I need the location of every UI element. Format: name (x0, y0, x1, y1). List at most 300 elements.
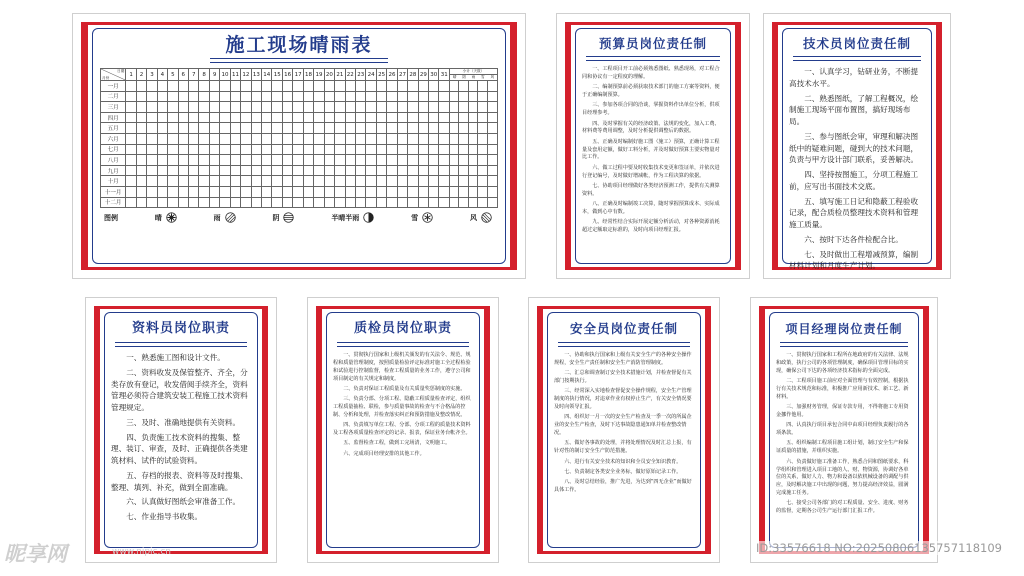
weather-cell[interactable] (251, 197, 261, 208)
weather-cell[interactable] (136, 155, 146, 166)
weather-cell[interactable] (262, 144, 272, 155)
weather-cell[interactable] (408, 155, 418, 166)
weather-cell[interactable] (293, 91, 303, 102)
weather-cell[interactable] (136, 81, 146, 92)
weather-cell[interactable] (387, 133, 397, 144)
weather-cell[interactable] (324, 81, 334, 92)
weather-cell[interactable] (335, 186, 345, 197)
weather-cell[interactable] (355, 155, 365, 166)
weather-cell[interactable] (303, 144, 313, 155)
weather-cell[interactable] (157, 186, 167, 197)
weather-cell[interactable] (209, 176, 219, 187)
weather-cell[interactable] (272, 144, 282, 155)
weather-cell[interactable] (439, 197, 449, 208)
weather-cell[interactable] (355, 176, 365, 187)
weather-cell[interactable] (209, 155, 219, 166)
weather-cell[interactable] (230, 186, 240, 197)
weather-cell[interactable] (429, 91, 439, 102)
weather-cell[interactable] (157, 197, 167, 208)
weather-cell[interactable] (126, 144, 136, 155)
weather-cell[interactable] (387, 91, 397, 102)
weather-cell[interactable] (147, 112, 157, 123)
weather-cell[interactable] (126, 133, 136, 144)
weather-cell[interactable] (335, 91, 345, 102)
weather-cell[interactable] (468, 186, 478, 197)
weather-cell[interactable] (408, 112, 418, 123)
weather-cell[interactable] (429, 81, 439, 92)
weather-cell[interactable] (418, 197, 428, 208)
weather-cell[interactable] (459, 112, 469, 123)
weather-cell[interactable] (303, 197, 313, 208)
weather-cell[interactable] (397, 133, 407, 144)
weather-cell[interactable] (459, 91, 469, 102)
weather-cell[interactable] (439, 133, 449, 144)
weather-cell[interactable] (459, 123, 469, 134)
weather-cell[interactable] (262, 133, 272, 144)
weather-cell[interactable] (387, 186, 397, 197)
weather-cell[interactable] (355, 102, 365, 113)
weather-cell[interactable] (478, 197, 488, 208)
weather-cell[interactable] (272, 112, 282, 123)
weather-cell[interactable] (335, 112, 345, 123)
weather-cell[interactable] (468, 81, 478, 92)
weather-cell[interactable] (429, 123, 439, 134)
weather-cell[interactable] (468, 155, 478, 166)
weather-cell[interactable] (293, 112, 303, 123)
weather-cell[interactable] (241, 112, 251, 123)
weather-cell[interactable] (251, 123, 261, 134)
weather-cell[interactable] (282, 102, 292, 113)
weather-cell[interactable] (157, 102, 167, 113)
weather-cell[interactable] (324, 197, 334, 208)
weather-cell[interactable] (478, 176, 488, 187)
weather-cell[interactable] (376, 186, 386, 197)
weather-cell[interactable] (282, 133, 292, 144)
weather-cell[interactable] (449, 81, 459, 92)
weather-cell[interactable] (478, 155, 488, 166)
weather-cell[interactable] (262, 123, 272, 134)
weather-cell[interactable] (220, 186, 230, 197)
weather-cell[interactable] (429, 176, 439, 187)
weather-cell[interactable] (345, 165, 355, 176)
weather-cell[interactable] (126, 197, 136, 208)
weather-cell[interactable] (335, 123, 345, 134)
weather-cell[interactable] (303, 112, 313, 123)
weather-cell[interactable] (408, 165, 418, 176)
weather-cell[interactable] (262, 81, 272, 92)
weather-cell[interactable] (459, 186, 469, 197)
weather-cell[interactable] (478, 133, 488, 144)
weather-cell[interactable] (188, 112, 198, 123)
weather-cell[interactable] (345, 144, 355, 155)
weather-cell[interactable] (387, 81, 397, 92)
weather-cell[interactable] (324, 165, 334, 176)
weather-cell[interactable] (397, 123, 407, 134)
weather-cell[interactable] (157, 112, 167, 123)
weather-cell[interactable] (429, 197, 439, 208)
weather-cell[interactable] (324, 112, 334, 123)
weather-cell[interactable] (397, 81, 407, 92)
weather-cell[interactable] (303, 155, 313, 166)
weather-cell[interactable] (147, 133, 157, 144)
weather-cell[interactable] (209, 165, 219, 176)
weather-cell[interactable] (168, 155, 178, 166)
weather-cell[interactable] (314, 123, 324, 134)
weather-cell[interactable] (178, 91, 188, 102)
weather-cell[interactable] (157, 81, 167, 92)
weather-cell[interactable] (376, 102, 386, 113)
weather-cell[interactable] (178, 123, 188, 134)
weather-cell[interactable] (439, 112, 449, 123)
weather-cell[interactable] (439, 123, 449, 134)
weather-cell[interactable] (335, 144, 345, 155)
weather-cell[interactable] (199, 165, 209, 176)
weather-cell[interactable] (387, 102, 397, 113)
weather-cell[interactable] (408, 176, 418, 187)
weather-cell[interactable] (314, 144, 324, 155)
weather-cell[interactable] (314, 176, 324, 187)
weather-cell[interactable] (262, 91, 272, 102)
weather-cell[interactable] (147, 176, 157, 187)
weather-cell[interactable] (147, 165, 157, 176)
weather-cell[interactable] (478, 186, 488, 197)
weather-cell[interactable] (209, 186, 219, 197)
weather-cell[interactable] (199, 144, 209, 155)
weather-cell[interactable] (303, 176, 313, 187)
weather-cell[interactable] (282, 144, 292, 155)
weather-cell[interactable] (418, 155, 428, 166)
weather-cell[interactable] (157, 176, 167, 187)
weather-cell[interactable] (487, 176, 497, 187)
weather-cell[interactable] (168, 176, 178, 187)
weather-cell[interactable] (199, 81, 209, 92)
weather-cell[interactable] (136, 197, 146, 208)
weather-cell[interactable] (220, 176, 230, 187)
weather-cell[interactable] (230, 155, 240, 166)
weather-cell[interactable] (324, 102, 334, 113)
weather-cell[interactable] (355, 186, 365, 197)
weather-cell[interactable] (449, 165, 459, 176)
weather-cell[interactable] (147, 144, 157, 155)
weather-cell[interactable] (335, 197, 345, 208)
weather-cell[interactable] (487, 155, 497, 166)
weather-cell[interactable] (188, 123, 198, 134)
weather-cell[interactable] (303, 123, 313, 134)
weather-cell[interactable] (314, 91, 324, 102)
weather-cell[interactable] (345, 197, 355, 208)
weather-cell[interactable] (157, 165, 167, 176)
weather-cell[interactable] (487, 133, 497, 144)
weather-cell[interactable] (449, 176, 459, 187)
weather-cell[interactable] (126, 165, 136, 176)
weather-cell[interactable] (126, 91, 136, 102)
weather-cell[interactable] (478, 81, 488, 92)
weather-cell[interactable] (136, 144, 146, 155)
weather-cell[interactable] (199, 176, 209, 187)
weather-cell[interactable] (439, 165, 449, 176)
weather-cell[interactable] (487, 112, 497, 123)
weather-cell[interactable] (282, 81, 292, 92)
weather-cell[interactable] (282, 197, 292, 208)
weather-cell[interactable] (335, 133, 345, 144)
weather-cell[interactable] (397, 176, 407, 187)
weather-cell[interactable] (355, 133, 365, 144)
weather-cell[interactable] (251, 155, 261, 166)
weather-cell[interactable] (459, 197, 469, 208)
weather-cell[interactable] (126, 81, 136, 92)
weather-cell[interactable] (345, 81, 355, 92)
weather-cell[interactable] (355, 81, 365, 92)
weather-cell[interactable] (335, 155, 345, 166)
weather-cell[interactable] (126, 123, 136, 134)
weather-cell[interactable] (408, 144, 418, 155)
weather-cell[interactable] (449, 197, 459, 208)
weather-cell[interactable] (418, 133, 428, 144)
weather-cell[interactable] (397, 197, 407, 208)
weather-cell[interactable] (199, 102, 209, 113)
weather-cell[interactable] (345, 102, 355, 113)
weather-cell[interactable] (355, 123, 365, 134)
weather-cell[interactable] (345, 112, 355, 123)
weather-cell[interactable] (293, 197, 303, 208)
weather-cell[interactable] (168, 91, 178, 102)
weather-cell[interactable] (262, 112, 272, 123)
weather-cell[interactable] (449, 91, 459, 102)
weather-cell[interactable] (220, 165, 230, 176)
weather-cell[interactable] (199, 197, 209, 208)
weather-cell[interactable] (272, 81, 282, 92)
weather-cell[interactable] (188, 197, 198, 208)
weather-cell[interactable] (397, 144, 407, 155)
weather-cell[interactable] (487, 144, 497, 155)
weather-cell[interactable] (188, 91, 198, 102)
weather-cell[interactable] (439, 186, 449, 197)
weather-cell[interactable] (314, 165, 324, 176)
weather-cell[interactable] (147, 155, 157, 166)
weather-cell[interactable] (345, 176, 355, 187)
weather-cell[interactable] (241, 176, 251, 187)
weather-cell[interactable] (397, 186, 407, 197)
weather-cell[interactable] (468, 91, 478, 102)
weather-cell[interactable] (314, 102, 324, 113)
weather-cell[interactable] (478, 112, 488, 123)
weather-cell[interactable] (230, 112, 240, 123)
weather-cell[interactable] (272, 133, 282, 144)
weather-cell[interactable] (387, 197, 397, 208)
weather-cell[interactable] (293, 165, 303, 176)
weather-cell[interactable] (199, 91, 209, 102)
weather-cell[interactable] (366, 91, 376, 102)
weather-cell[interactable] (387, 123, 397, 134)
weather-cell[interactable] (251, 91, 261, 102)
weather-cell[interactable] (487, 186, 497, 197)
weather-cell[interactable] (487, 123, 497, 134)
weather-cell[interactable] (262, 186, 272, 197)
weather-cell[interactable] (439, 91, 449, 102)
weather-cell[interactable] (376, 165, 386, 176)
weather-cell[interactable] (220, 102, 230, 113)
weather-cell[interactable] (220, 155, 230, 166)
weather-cell[interactable] (168, 165, 178, 176)
weather-cell[interactable] (188, 165, 198, 176)
weather-cell[interactable] (209, 123, 219, 134)
weather-cell[interactable] (376, 197, 386, 208)
weather-cell[interactable] (251, 144, 261, 155)
weather-cell[interactable] (178, 81, 188, 92)
weather-cell[interactable] (262, 155, 272, 166)
weather-cell[interactable] (230, 197, 240, 208)
weather-cell[interactable] (178, 165, 188, 176)
weather-cell[interactable] (293, 102, 303, 113)
weather-cell[interactable] (324, 144, 334, 155)
weather-cell[interactable] (220, 91, 230, 102)
weather-cell[interactable] (293, 81, 303, 92)
weather-cell[interactable] (136, 133, 146, 144)
weather-cell[interactable] (230, 91, 240, 102)
weather-cell[interactable] (272, 186, 282, 197)
weather-cell[interactable] (188, 186, 198, 197)
weather-cell[interactable] (459, 133, 469, 144)
weather-cell[interactable] (397, 112, 407, 123)
weather-cell[interactable] (178, 186, 188, 197)
weather-cell[interactable] (230, 81, 240, 92)
weather-cell[interactable] (449, 155, 459, 166)
weather-cell[interactable] (366, 133, 376, 144)
weather-cell[interactable] (126, 112, 136, 123)
weather-cell[interactable] (168, 197, 178, 208)
weather-cell[interactable] (136, 123, 146, 134)
weather-cell[interactable] (397, 155, 407, 166)
weather-cell[interactable] (241, 155, 251, 166)
weather-cell[interactable] (449, 112, 459, 123)
weather-cell[interactable] (230, 133, 240, 144)
weather-cell[interactable] (408, 197, 418, 208)
weather-cell[interactable] (449, 144, 459, 155)
weather-cell[interactable] (468, 133, 478, 144)
weather-cell[interactable] (230, 102, 240, 113)
weather-cell[interactable] (220, 197, 230, 208)
weather-cell[interactable] (345, 155, 355, 166)
weather-cell[interactable] (147, 102, 157, 113)
weather-cell[interactable] (345, 91, 355, 102)
weather-cell[interactable] (126, 102, 136, 113)
weather-cell[interactable] (478, 123, 488, 134)
weather-cell[interactable] (408, 123, 418, 134)
weather-cell[interactable] (355, 197, 365, 208)
weather-cell[interactable] (241, 123, 251, 134)
weather-cell[interactable] (324, 133, 334, 144)
weather-cell[interactable] (126, 186, 136, 197)
weather-cell[interactable] (366, 176, 376, 187)
weather-cell[interactable] (314, 197, 324, 208)
weather-cell[interactable] (335, 176, 345, 187)
weather-cell[interactable] (293, 176, 303, 187)
weather-cell[interactable] (157, 133, 167, 144)
weather-cell[interactable] (272, 123, 282, 134)
weather-cell[interactable] (241, 144, 251, 155)
weather-cell[interactable] (345, 133, 355, 144)
weather-cell[interactable] (251, 112, 261, 123)
weather-cell[interactable] (324, 123, 334, 134)
weather-cell[interactable] (314, 186, 324, 197)
weather-cell[interactable] (168, 102, 178, 113)
weather-cell[interactable] (168, 133, 178, 144)
weather-cell[interactable] (220, 112, 230, 123)
weather-cell[interactable] (293, 155, 303, 166)
weather-cell[interactable] (126, 176, 136, 187)
weather-cell[interactable] (439, 176, 449, 187)
weather-cell[interactable] (251, 165, 261, 176)
weather-cell[interactable] (136, 176, 146, 187)
weather-cell[interactable] (418, 81, 428, 92)
weather-cell[interactable] (459, 144, 469, 155)
weather-cell[interactable] (459, 81, 469, 92)
weather-cell[interactable] (178, 133, 188, 144)
weather-cell[interactable] (376, 81, 386, 92)
weather-cell[interactable] (335, 102, 345, 113)
weather-cell[interactable] (136, 165, 146, 176)
weather-cell[interactable] (147, 81, 157, 92)
weather-cell[interactable] (241, 197, 251, 208)
weather-cell[interactable] (282, 176, 292, 187)
weather-cell[interactable] (487, 81, 497, 92)
weather-cell[interactable] (355, 165, 365, 176)
weather-cell[interactable] (459, 165, 469, 176)
weather-cell[interactable] (136, 186, 146, 197)
weather-cell[interactable] (136, 112, 146, 123)
weather-cell[interactable] (262, 102, 272, 113)
weather-cell[interactable] (251, 102, 261, 113)
weather-cell[interactable] (282, 112, 292, 123)
weather-cell[interactable] (199, 123, 209, 134)
weather-cell[interactable] (188, 176, 198, 187)
weather-cell[interactable] (262, 176, 272, 187)
weather-cell[interactable] (468, 197, 478, 208)
weather-cell[interactable] (293, 123, 303, 134)
weather-cell[interactable] (468, 165, 478, 176)
weather-cell[interactable] (376, 155, 386, 166)
weather-cell[interactable] (429, 112, 439, 123)
weather-cell[interactable] (408, 91, 418, 102)
weather-cell[interactable] (397, 165, 407, 176)
weather-cell[interactable] (376, 91, 386, 102)
weather-cell[interactable] (418, 102, 428, 113)
weather-cell[interactable] (418, 144, 428, 155)
weather-cell[interactable] (408, 81, 418, 92)
weather-cell[interactable] (199, 155, 209, 166)
weather-cell[interactable] (303, 102, 313, 113)
weather-cell[interactable] (178, 102, 188, 113)
weather-cell[interactable] (230, 176, 240, 187)
weather-cell[interactable] (303, 165, 313, 176)
weather-cell[interactable] (209, 91, 219, 102)
weather-cell[interactable] (178, 155, 188, 166)
weather-cell[interactable] (303, 91, 313, 102)
weather-cell[interactable] (220, 81, 230, 92)
weather-cell[interactable] (459, 102, 469, 113)
weather-cell[interactable] (157, 91, 167, 102)
weather-cell[interactable] (282, 186, 292, 197)
weather-cell[interactable] (478, 102, 488, 113)
weather-cell[interactable] (251, 186, 261, 197)
weather-cell[interactable] (366, 112, 376, 123)
weather-cell[interactable] (335, 81, 345, 92)
weather-cell[interactable] (157, 155, 167, 166)
weather-cell[interactable] (220, 123, 230, 134)
weather-cell[interactable] (366, 155, 376, 166)
weather-cell[interactable] (293, 144, 303, 155)
weather-cell[interactable] (387, 144, 397, 155)
